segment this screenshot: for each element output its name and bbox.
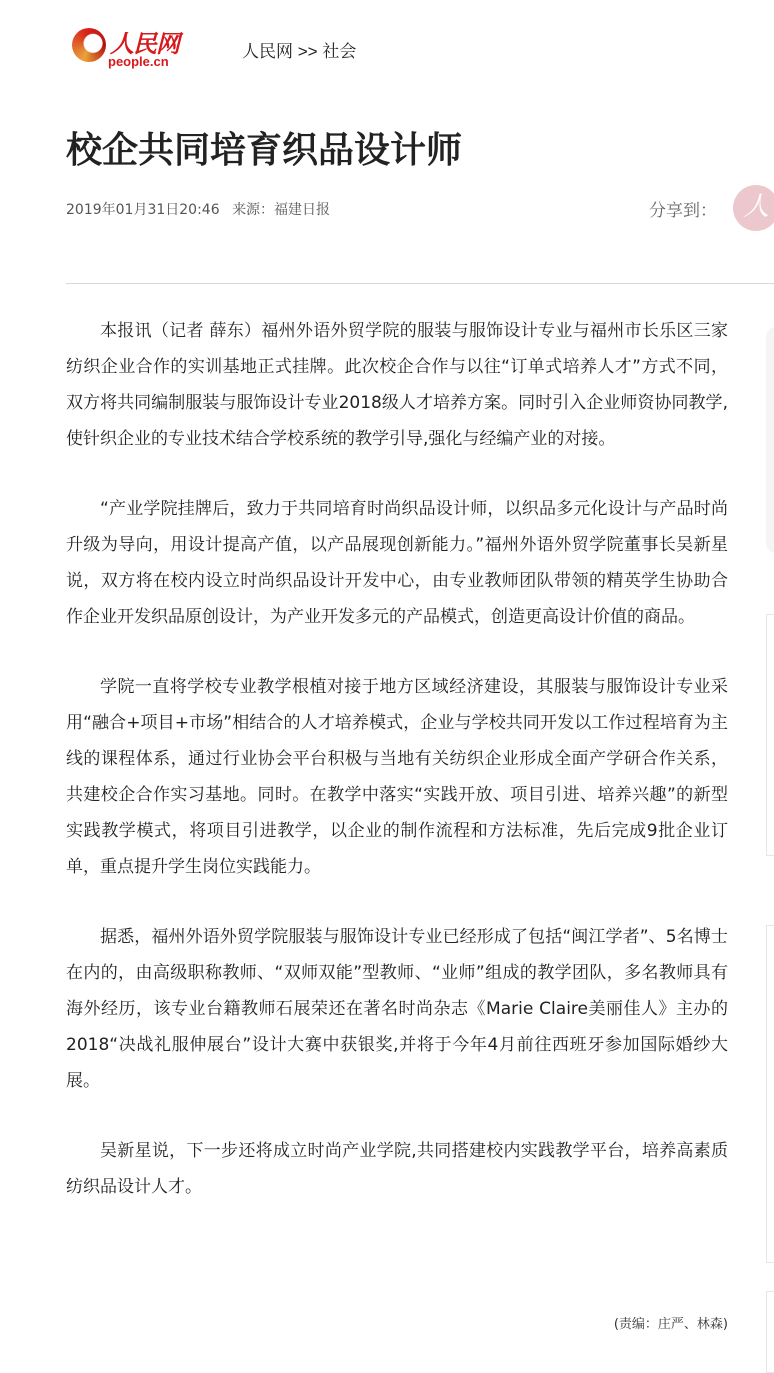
breadcrumb-home-link[interactable]: 人民网 (242, 42, 293, 61)
breadcrumb-separator: >> (297, 42, 318, 61)
share-label: 分享到： (649, 201, 717, 221)
article-paragraph: 据悉，福州外语外贸学院服装与服饰设计专业已经形成了包括“闽江学者”、5名博士在内的，由高级职称教师、“双师双能”型教师、“业师”组成的教学团队，多名教师具有海外经历，该专业台籍教师石展荣还在著名时尚杂志《Marie Claire美丽佳人》主办的2018“决战礼服伸展台”设计大赛中获银奖,并将于今年4月前往西班牙参加国际婚纱大展。 (66, 927, 728, 1091)
article-paragraph: 学院一直将学校专业教学根植对接于地方区域经济建设，其服装与服饰设计专业采用“融合+项目+市场”相结合的人才培养模式，企业与学校共同开发以工作过程培育为主线的课程体系，通过行业协会平台积极与当地有关纺织企业形成全面产学研合作关系，共建校企合作实习基地。同时。在教学中落实“实践开放、项目引进、培养兴趣”的新型实践教学模式，将项目引进教学，以企业的制作流程和方法标准，先后完成9批企业订单，重点提升学生岗位实践能力。 (66, 677, 728, 877)
site-header (68, 24, 468, 74)
article-source: 来源：福建日报 (232, 202, 331, 218)
article-paragraph: 本报讯（记者 薛东）福州外语外贸学院的服装与服饰设计专业与福州市长乐区三家纺织企业合作的实训基地正式挂牌。此次校企合作与以往“订单式培养人才”方式不同，双方将共同编制服装与服饰设计专业2018级人才培养方案。同时引入企业师资协同教学,使针织企业的专业技术结合学校系统的教学引导,强化与经编产业的对接。 (66, 321, 728, 449)
sidebar-box (766, 925, 774, 1263)
publish-datetime: 2019年01月31日20:46 (66, 202, 220, 218)
breadcrumb-section-link[interactable]: 社会 (322, 42, 357, 61)
logo-text-cn: 人民网 (110, 29, 179, 58)
people-daily-share-icon[interactable]: 人 (733, 185, 774, 231)
logo-mark-icon (72, 28, 106, 62)
article-paragraph: “产业学院挂牌后，致力于共同培育时尚织品设计师，以织品多元化设计与产品时尚升级为导向，用设计提高产值，以产品展现创新能力。”福州外语外贸学院董事长吴新星说，双方将在校内设立时尚织品设计开发中心，由专业教师团队带领的精英学生协助合作企业开发织品原创设计，为产业开发多元的产品模式，创造更高设计价值的商品。 (66, 499, 728, 627)
sidebar-panel (766, 327, 774, 553)
sidebar-box (766, 614, 774, 856)
breadcrumb (242, 37, 356, 62)
people-cn-logo[interactable] (68, 24, 188, 72)
article-paragraph: 吴新星说，下一步还将成立时尚产业学院,共同搭建校内实践教学平台，培养高素质纺织品设计人才。 (66, 1141, 728, 1197)
article-meta (66, 199, 338, 219)
logo-text-en: people.cn (108, 54, 169, 69)
header-divider (66, 283, 774, 284)
article-editor: (责编：庄严、林森) (613, 1317, 728, 1332)
article-body (66, 313, 728, 1239)
sidebar-box (766, 1291, 774, 1373)
article-title: 校企共同培育织品设计师 (66, 130, 463, 171)
